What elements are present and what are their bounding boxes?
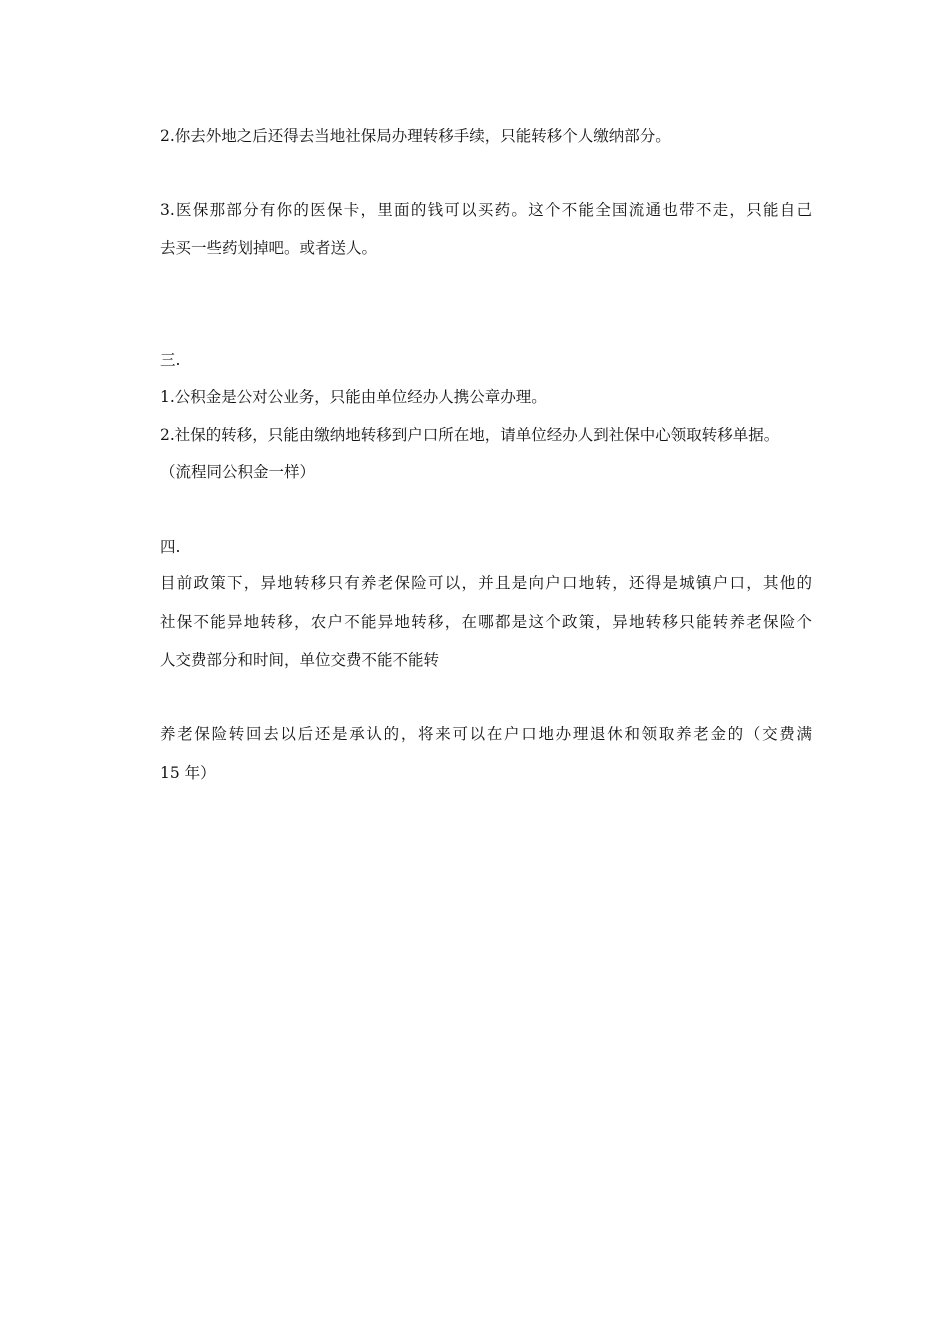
section4-para1-line2: 社保不能异地转移，农户不能异地转移，在哪都是这个政策，异地转移只能转养老保险个	[160, 613, 812, 631]
section4-heading: 四.	[160, 538, 181, 556]
section3-item1: 1.公积金是公对公业务，只能由单位经办人携公章办理。	[160, 388, 547, 406]
section4-para2-line1: 养老保险转回去以后还是承认的，将来可以在户口地办理退休和领取养老金的（交费满	[160, 725, 812, 743]
section4-para1-line3: 人交费部分和时间，单位交费不能不能转	[160, 651, 440, 669]
section2-item3-line1: 3.医保那部分有你的医保卡，里面的钱可以买药。这个不能全国流通也带不走，只能自己	[160, 201, 812, 219]
section2-item2: 2.你去外地之后还得去当地社保局办理转移手续，只能转移个人缴纳部分。	[160, 127, 671, 145]
section4-para2-line2: 15 年）	[160, 764, 216, 782]
section2-item3-line2: 去买一些药划掉吧。或者送人。	[160, 239, 378, 257]
section4-para1-line1: 目前政策下，异地转移只有养老保险可以，并且是向户口地转，还得是城镇户口，其他的	[160, 574, 812, 592]
section3-heading: 三.	[160, 351, 181, 369]
section3-item2-line1: 2.社保的转移，只能由缴纳地转移到户口所在地，请单位经办人到社保中心领取转移单据。	[160, 426, 780, 444]
section3-item2-line2: （流程同公积金一样）	[160, 463, 316, 481]
